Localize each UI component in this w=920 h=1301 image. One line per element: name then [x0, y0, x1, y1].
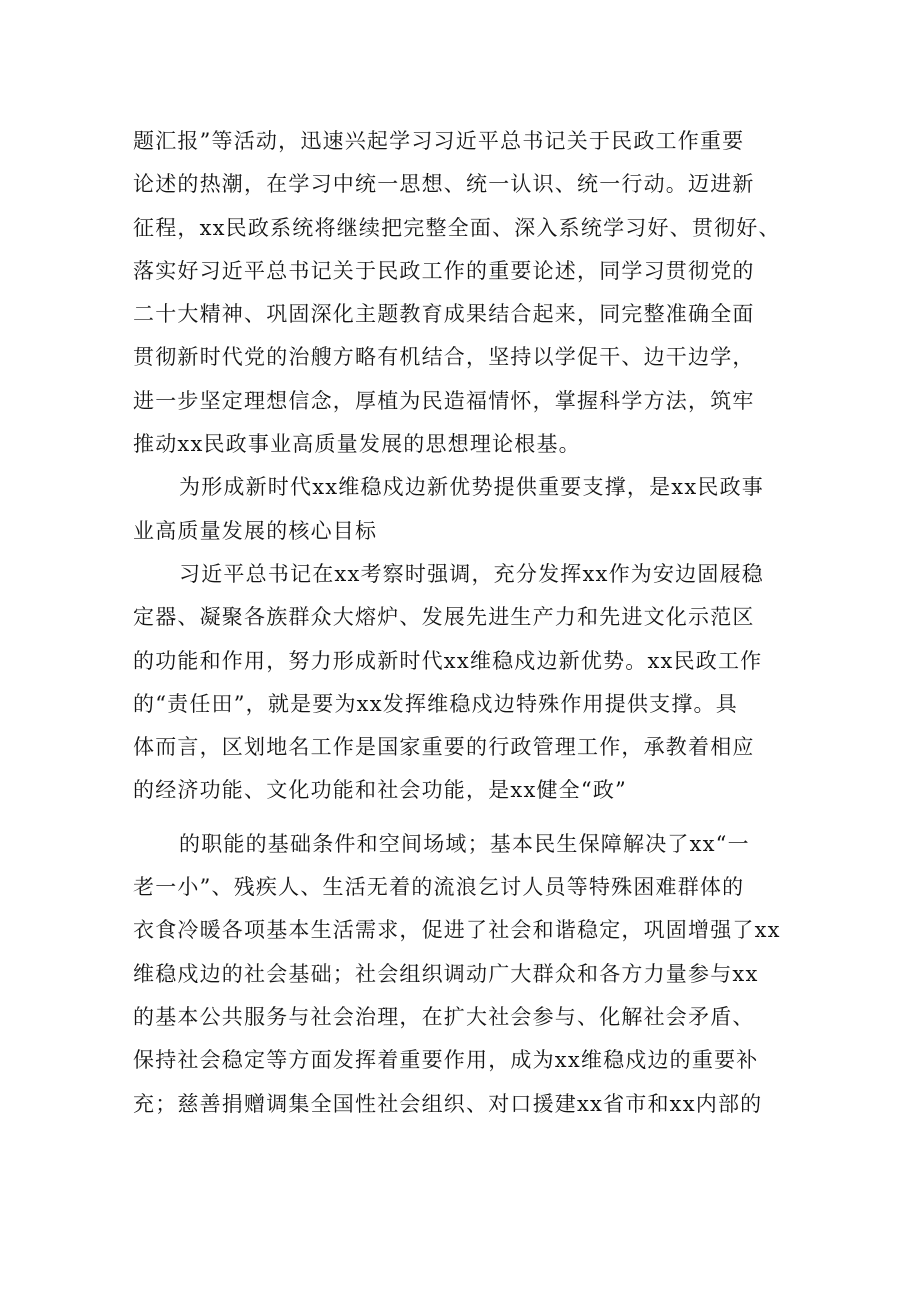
text-line: 题汇报”等活动，迅速兴起学习习近平总书记关于民政工作重要 — [133, 129, 745, 153]
text-line: 进一步坚定理想信念，厚植为民造福情怀，掌握科学方法，筑牢 — [133, 388, 755, 413]
text-line: 老一小”、残疾人、生活无着的流浪乞讨人员等特殊困难群体的 — [133, 875, 745, 900]
section-heading-line: 业高质量发展的核心目标 — [133, 518, 378, 543]
text-line: 的经济功能、文化功能和社会功能，是xx健全“政” — [133, 778, 627, 803]
text-line: 保持社会稳定等方面发挥着重要作用，成为xx维稳戍边的重要补 — [133, 1048, 759, 1073]
text-line: 衣食冷暖各项基本生活需求，促进了社会和谐稳定，巩固增强了xx — [133, 918, 781, 943]
text-line: 的职能的基础条件和空间场域；基本民生保障解决了xx“一 — [179, 831, 750, 856]
text-line: 二十大精神、巩固深化主题教育成果结合起来，同完整准确全面 — [133, 302, 755, 327]
text-line: 习近平总书记在xx考察时强调，充分发挥xx作为安边固屐稳 — [179, 561, 764, 586]
body-text — [133, 120, 798, 1126]
text-line: 征程，xx民政系统将继续把完整全面、深入系统学习好、贯彻好、 — [133, 215, 781, 240]
text-line: 充；慈善捐赠调集全国性社会组织、对口援建xx省市和xx内部的 — [133, 1091, 763, 1116]
text-line: 的“责任田”，就是要为xx发挥维稳戍边特殊作用提供支撑。具 — [133, 691, 738, 716]
text-line: 论述的热潮，在学习中统一思想、统一认识、统一行动。迈进新 — [133, 172, 755, 197]
text-line: 的基本公共服务与社会治理，在扩大社会参与、化解社会矛盾、 — [133, 1004, 755, 1029]
text-line: 推动xx民政事业高质量发展的思想理论根基。 — [133, 432, 581, 457]
text-line: 体而言，区划地名工作是国家重要的行政管理工作，承教着相应 — [133, 735, 755, 760]
text-line: 定器、凝聚各族群众大熔炉、发展先进生产力和先进文化示范区 — [133, 605, 755, 630]
paragraph-gap — [133, 813, 798, 823]
text-line: 落实好习近平总书记关于民政工作的重要论述，同学习贯彻党的 — [133, 258, 755, 283]
text-line: 的功能和作用，努力形成新时代xx维稳戍边新优势。xx民政工作 — [133, 648, 763, 673]
text-line: 贯彻新时代党的治艘方略有机结合，坚持以学促干、边干边学， — [133, 345, 755, 370]
section-heading-line: 为形成新时代xx维稳戍边新优势提供重要支撑，是xx民政事 — [179, 475, 764, 500]
text-line: 维稳戍边的社会基础；社会组织调动广大群众和各方力量参与xx — [133, 961, 759, 986]
